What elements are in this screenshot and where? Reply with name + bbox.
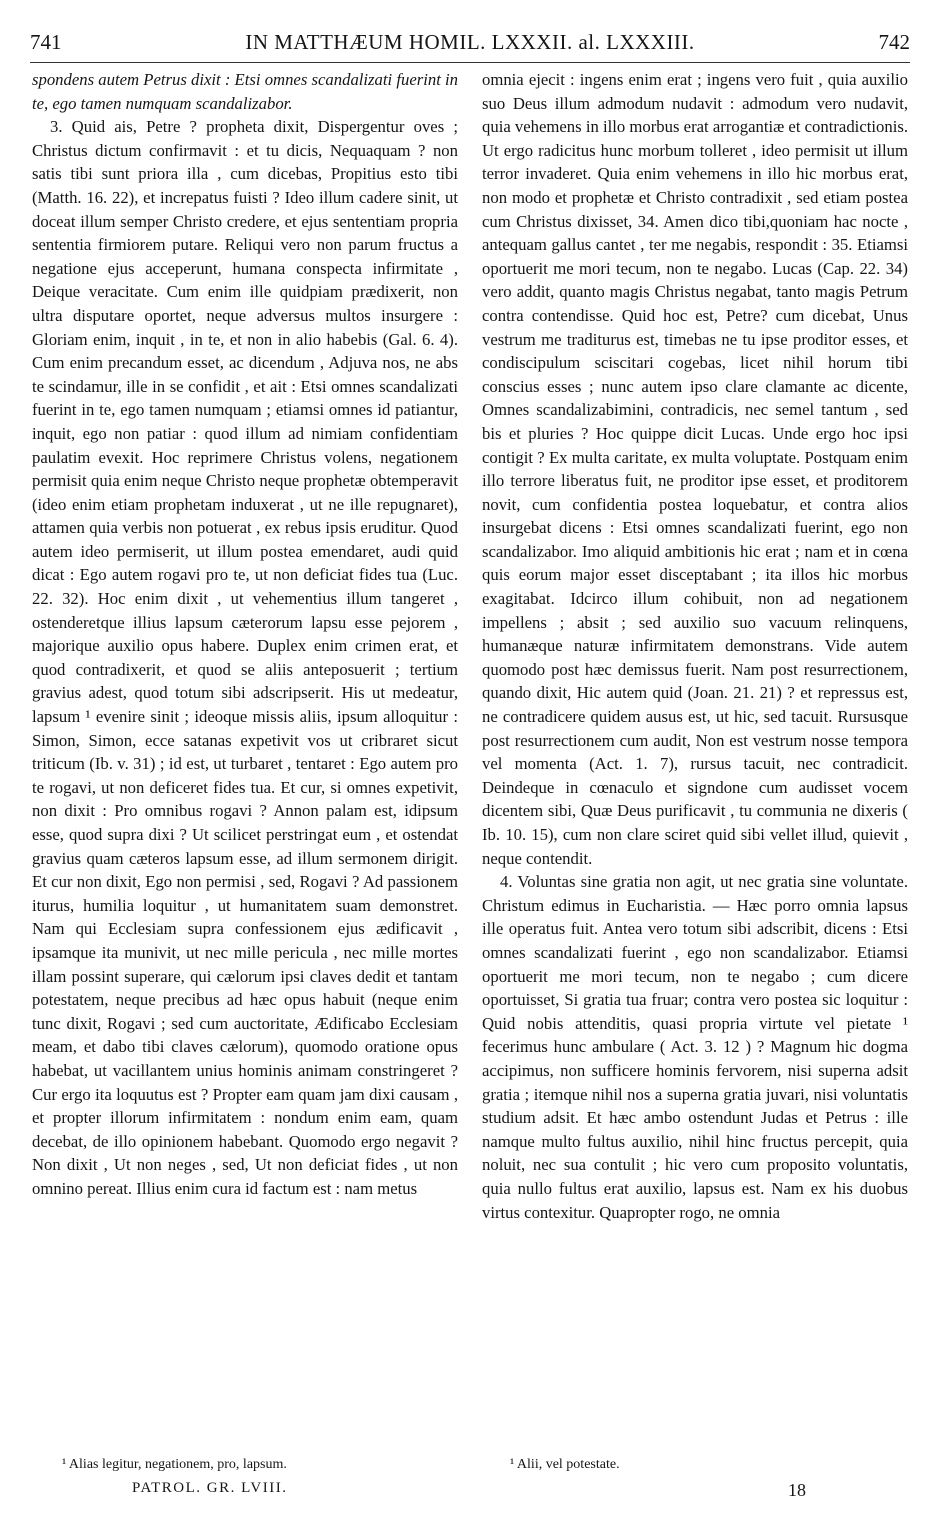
right-paragraph-1: omnia ejecit : ingens enim erat ; ingens vero fuit , quia auxilio suo Deus illum admodum nudavit : admodum vero nudavit, quia vehemens in illo morbus erat arrogantiæ et contradictionis. Ut ergo radicitus hunc morbum tolleret , ideo permisit ut illum terror invaderet. Quia enim vehemens in illo hic morbus erat, non modo et prophetæ et Christo contradixit , sed etiam postea cum Christus dixisset, 34. Amen dico tibi,quoniam hac nocte , antequam gallus cantet , ter me negabis, respondit : 35. Etiamsi oportuerit me mori tecum, non te negabo. Lucas (Cap. 22. 34) vero addit, quanto magis Christus negabat, tanto magis Petrum contra contendisse. Quid hoc est, Petre? cum dicebat, Unus vestrum me traditurus est, timebas ne tu ipse proditor esses, et condiscipulum sciscitari cogebas, licet nihil horum tibi conscius esses ; nunc autem ipso clare clamante ac dicente, Omnes scandalizabimini, contradicis, nec semel tantum , sed bis et pluries ? Hoc quippe dicit Lucas. Unde ergo hoc ipsi contigit ? Ex multa caritate, ex multa voluptate. Postquam enim illo terrore liberatus fuit, ne proditor ipse esset, et proditorem novit, cum confidentia postea loquebatur, et contra alios insurgebat dicens : Etsi omnes scandalizati fuerint, ego non scandalizabor. Imo aliquid ambitionis hic erat ; nam et in cœna quis eorum major esset disceptabant ; ita illos hic morbus exagitabat. Idcirco illum cohibuit, non ad negationem impellens ; absit ; sed auxilio suo vacuum relinquens, humanæque naturæ infirmitatem demonstrans. Vide autem quomodo post hæc demissus fuerit. Nam post resurrectionem, quando dixit, Hic autem quid (Joan. 21. 21) ? et repressus est, ne contradicere quidem ausus est, ut hic, sed tacuit. Rursusque post resurrectionem cum audit, Non est vestrum nosse tempora vel momenta (Act. 1. 7), rursus tacuit, nec contradicit. Deindeque in cœnaculo et signdone cum audisset vocem dicentem sibi, Quæ Deus purificavit , tu communia ne dixeris ( Ib. 10. 15), cum non clare sciret quid sibi vellet illud, quievit , neque contendit. bbox=[482, 70, 908, 868]
left-paragraph-1: spondens autem Petrus dixit : Etsi omnes scandalizati fuerint in te, ego tamen numquam scandalizabor. bbox=[32, 70, 458, 113]
page-number-left: 741 bbox=[30, 30, 62, 54]
header-rule bbox=[30, 62, 910, 63]
page-number-right: 742 bbox=[878, 30, 910, 54]
right-column bbox=[482, 68, 908, 1224]
signature-number: 18 bbox=[788, 1480, 806, 1500]
left-paragraph-2: 3. Quid ais, Petre ? propheta dixit, Dispergentur oves ; Christus dictum confirmavit : et tu dicis, Nequaquam ? non satis tibi sunt priora illa , cum dicebas, Propitius esto tibi (Matth. 16. 22), et increpatus fuisti ? Ideo illum cadere sinit, ut doceat illum semper Christo credere, et ejus sententiam propria sententia firmiorem putare. Reliqui vero non parum fructus a negatione ejus acceperunt, humana conspecta infirmitate , Deique veracitate. Cum enim ille quidpiam prædixerit, non ultra disputare oportet, neque adversus multos insurgere : Gloriam enim, inquit , in te, et non in alio habebis (Gal. 6. 4). Cum enim precandum esset, ac dicendum , Adjuva nos, ne abs te scindamur, ille in se confidit , et ait : Etsi omnes scandalizati fuerint in te, ego tamen numquam ; etiamsi omnes id patiantur, inquit, ego non patiar : quod illum ad nimiam confidentiam paulatim evexit. Hoc reprimere Christus volens, negationem permisit quia enim neque Christo neque prophetæ obtemperavit (ideo enim etiam prophetam induxerat , ut ne ille repugnaret), attamen quia verbis non potuerat , ex rebus ipsis eruditur. Quod autem ideo permiserit, ut illum postea emendaret, audi quid dicat : Ego autem rogavi pro te, ut non deficiat fides tua (Luc. 22. 32). Hoc enim dixit , ut vehementius illum tangeret , ostenderetque illius lapsum cæterorum lapsu esse pejorem , majorique auxilio opus habere. Duplex enim crimen erat, et quod contradixerit, et quod se aliis anteposuerit ; tertium gravius adest, quod totum sibi adscripserit. His ut medeatur, lapsum ¹ evenire sinit ; ideoque missis aliis, ipsum alloquitur : Simon, Simon, ecce satanas expetivit vos ut cribraret sicut triticum (Ib. v. 31) ; id est, ut turbaret , tentaret : Ego autem pro te rogavi, ut non deficeret fides tua. Et cur, si omnes expetivit, non dixit : Pro omnibus rogavi ? Annon palam est, idipsum esse, quod supra dixi ? Ut scilicet perstringat eum , et ostendat gravius quam cæteros lapsum esse, ad illum sermonem dirigit. Et cur non dixit, Ego non permisi , sed, Rogavi ? Ad passionem iturus, humilia loquitur , ut humanitatem suam demonstret. Nam qui Ecclesiam supra confessionem ejus ædificavit , ipsamque ita munivit, ut nec mille pericula , nec mille mortes illam possint superare, qui cælorum ipsi claves dedit et tantam potestatem, neque precibus ad hæc opus habuit (neque enim tunc dixit, Rogavi ; sed cum auctoritate, Ædificabo Ecclesiam meam, et dabo tibi claves cælorum), quomodo oratione opus habebat, ut vacillantem unius hominis animam constringeret ? Cur ergo ita loquutus est ? Propter eam quam jam dixi causam , et propter illorum infirmitatem : nondum enim eam, quam decebat, de illo opinionem habebant. Quomodo ergo negavit ? Non dixit , Ut non neges , sed, Ut non deficiat fides , ut non omnino pereat. Illius enim cura id factum est : nam metus bbox=[32, 117, 458, 1198]
page-header bbox=[30, 30, 910, 60]
footnote-left: ¹ Alias legitur, negationem, pro, lapsum. bbox=[62, 1457, 287, 1472]
footnote-right: ¹ Alii, vel potestate. bbox=[510, 1457, 620, 1472]
printer-signature: PATROL. GR. LVIII. bbox=[132, 1480, 288, 1496]
left-column bbox=[32, 68, 458, 1201]
right-paragraph-2: 4. Voluntas sine gratia non agit, ut nec gratia sine voluntate. Christum edimus in Eucharistia. — Hæc porro omnia lapsus ille operatus fuit. Antea vero totum sibi adscribit, dicens : Etsi omnes scandalizati fuerint , ego non scandalizabor. Etiamsi oportuerit me mori tecum, non te negabo ; cum dicere oportuisset, Si gratia tua fruar; contra vero postea sic loquitur : Quid nobis attenditis, quasi propria virtute vel pietate ¹ fecerimus hunc ambulare ( Act. 3. 12 ) ? Magnum hic dogma accipimus, non sufficere hominis fervorem, nisi superna adsit gratia ; itemque nihil nos a superna gratia juvari, nisi voluntatis studium adsit. Et hæc ambo ostendunt Judas et Petrus : ille namque multo fultus auxilio, nihil hinc fructus percepit, quia noluit, nec sua contulit ; hic vero cum proposito voluntatis, quia nullo fultus erat auxilio, lapsus est. Nam ex his duobus virtus contexitur. Quapropter rogo, ne omnia bbox=[482, 872, 908, 1222]
running-title: IN MATTHÆUM HOMIL. LXXXII. al. LXXXIII. bbox=[245, 30, 695, 54]
